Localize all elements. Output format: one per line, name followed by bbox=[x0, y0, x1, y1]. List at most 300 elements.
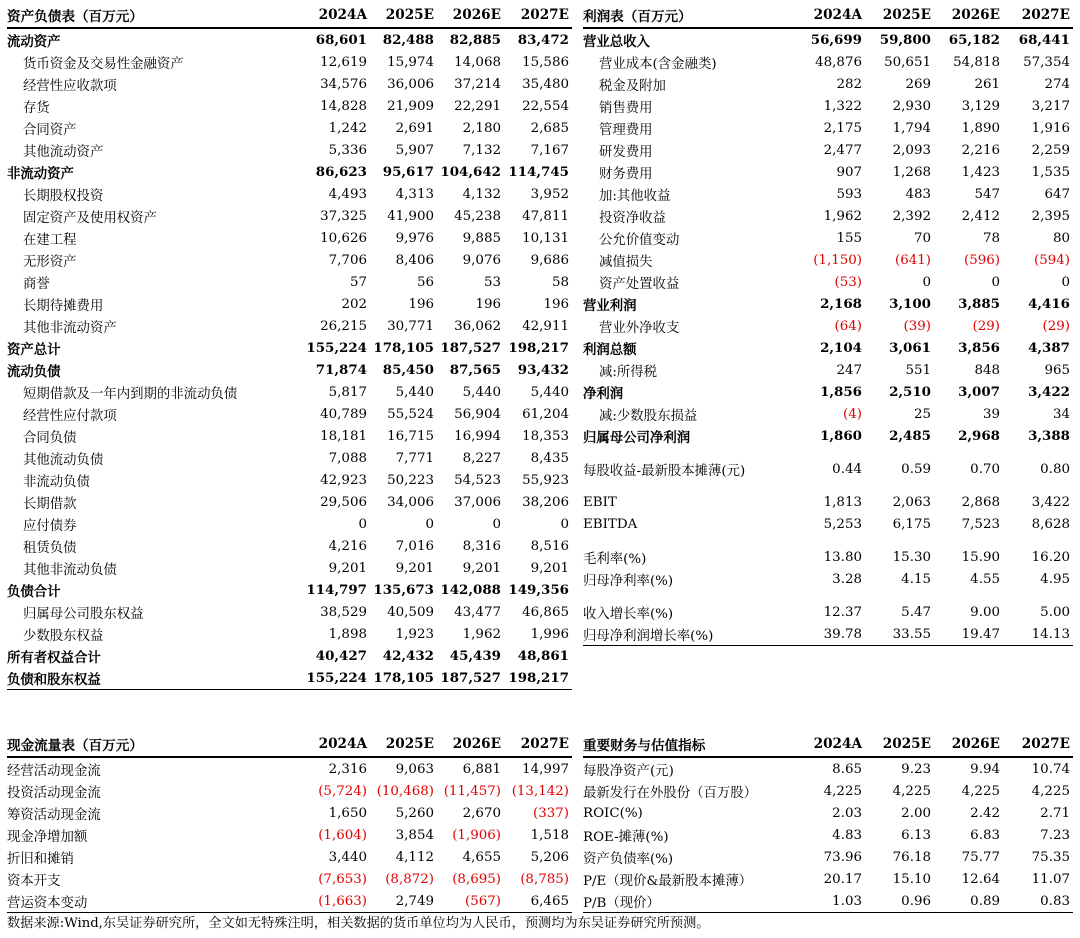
year-header: 2025E bbox=[865, 2, 934, 28]
cell-value: 8,316 bbox=[462, 538, 501, 554]
cell-value: 57,354 bbox=[1023, 54, 1070, 70]
cell-value: 34,006 bbox=[387, 494, 434, 510]
cell-value: 2,093 bbox=[892, 142, 931, 158]
row-label: 资产处置收益 bbox=[599, 276, 680, 292]
row-label: 非流动负债 bbox=[23, 474, 90, 490]
table-row bbox=[7, 491, 572, 513]
cell-value: 4,387 bbox=[1028, 340, 1070, 356]
cell-value: 9,201 bbox=[530, 560, 569, 576]
row-label: 投资活动现金流 bbox=[7, 785, 101, 801]
table-row bbox=[583, 780, 1073, 802]
cell-value: 65,182 bbox=[948, 32, 1000, 48]
row-label: 归属母公司股东权益 bbox=[23, 606, 144, 622]
row-label: 无形资产 bbox=[23, 254, 77, 270]
table-row bbox=[583, 73, 1073, 95]
cell-value: (53) bbox=[834, 274, 862, 290]
table-row bbox=[583, 546, 1073, 568]
row-label: P/E（现价&最新股本摊薄） bbox=[583, 873, 753, 889]
table-row bbox=[583, 491, 1073, 513]
table-row bbox=[7, 117, 572, 139]
row-label: 收入增长率(%) bbox=[583, 606, 674, 622]
cell-value: 61,204 bbox=[522, 406, 569, 422]
table-row bbox=[583, 568, 1073, 590]
cell-value: 5,336 bbox=[328, 142, 367, 158]
cell-value: 155 bbox=[836, 230, 862, 246]
cell-value: 39.78 bbox=[795, 623, 865, 646]
cell-value: 2,063 bbox=[892, 494, 931, 510]
cell-value: 4.95 bbox=[1040, 571, 1070, 587]
table-row bbox=[583, 95, 1073, 117]
cell-value: 15.10 bbox=[892, 871, 931, 887]
table-row bbox=[7, 802, 572, 824]
cell-value: (1,663) bbox=[302, 890, 370, 913]
table-row bbox=[7, 73, 572, 95]
cell-value: 58 bbox=[551, 274, 569, 290]
table-row bbox=[583, 51, 1073, 73]
cell-value: 39 bbox=[982, 406, 1000, 422]
cell-value: 2,691 bbox=[395, 120, 434, 136]
year-header: 2027E bbox=[1003, 2, 1073, 28]
cell-value: 19.47 bbox=[934, 623, 1003, 646]
cell-value: 2,510 bbox=[889, 384, 931, 400]
cell-value: 0 bbox=[425, 516, 434, 532]
cell-value: 142,088 bbox=[440, 582, 501, 598]
cell-value: 4.55 bbox=[970, 571, 1000, 587]
row-label: 营业成本(含金融类) bbox=[599, 56, 717, 72]
cell-value: 5,440 bbox=[395, 384, 434, 400]
cell-value: 4,112 bbox=[395, 849, 434, 865]
table-row bbox=[7, 139, 572, 161]
cell-value: 3,422 bbox=[1031, 494, 1070, 510]
cell-value: 10,626 bbox=[320, 230, 367, 246]
cell-value: 965 bbox=[1044, 362, 1070, 378]
cell-value: (8,785) bbox=[520, 871, 569, 887]
table-row bbox=[583, 161, 1073, 183]
table-row bbox=[7, 51, 572, 73]
cell-value: 68,601 bbox=[315, 32, 367, 48]
cell-value: 178,105 bbox=[370, 667, 437, 690]
cell-value: 2,216 bbox=[961, 142, 1000, 158]
cell-value: 11.07 bbox=[1031, 871, 1070, 887]
cash-flow-table bbox=[7, 731, 572, 913]
cell-value: 483 bbox=[905, 186, 931, 202]
table-row bbox=[583, 623, 1073, 646]
cell-value: 75.35 bbox=[1031, 849, 1070, 865]
row-label: 现金净增加额 bbox=[7, 829, 88, 845]
row-label: 公允价值变动 bbox=[599, 232, 680, 248]
cell-value: 1,242 bbox=[328, 120, 367, 136]
cell-value: (29) bbox=[1042, 318, 1070, 334]
cell-value: 47,811 bbox=[522, 208, 569, 224]
cell-value: 13.80 bbox=[823, 549, 862, 565]
row-label: 在建工程 bbox=[23, 232, 77, 248]
cell-value: 55,923 bbox=[522, 472, 569, 488]
cell-value: 6,881 bbox=[462, 761, 501, 777]
year-header: 2025E bbox=[865, 731, 934, 757]
cell-value: 80 bbox=[1052, 230, 1070, 246]
cell-value: 9.00 bbox=[970, 604, 1000, 620]
table-row bbox=[7, 557, 572, 579]
cell-value: 59,800 bbox=[879, 32, 931, 48]
cell-value: 5,440 bbox=[462, 384, 501, 400]
cell-value: 4,416 bbox=[1028, 296, 1070, 312]
cell-value: 87,565 bbox=[449, 362, 501, 378]
row-label: EBIT bbox=[583, 494, 617, 510]
cell-value: 2,670 bbox=[462, 805, 501, 821]
cell-value: 50,223 bbox=[387, 472, 434, 488]
cell-value: 4,132 bbox=[462, 186, 501, 202]
cell-value: 1,916 bbox=[1031, 120, 1070, 136]
cell-value: 3,061 bbox=[889, 340, 931, 356]
cell-value: 187,527 bbox=[440, 340, 501, 356]
row-label: 资本开支 bbox=[7, 873, 61, 889]
cell-value: 41,900 bbox=[387, 208, 434, 224]
table-row bbox=[7, 161, 572, 183]
row-label: 非流动资产 bbox=[7, 165, 74, 182]
table-row bbox=[583, 293, 1073, 315]
cell-value: 0 bbox=[492, 516, 501, 532]
cell-value: 155,224 bbox=[306, 340, 367, 356]
cell-value: 261 bbox=[974, 76, 1000, 92]
row-label: 经营性应付款项 bbox=[23, 408, 117, 424]
cell-value: 0.59 bbox=[901, 461, 931, 477]
cell-value: 29,506 bbox=[320, 494, 367, 510]
cell-value: 54,818 bbox=[953, 54, 1000, 70]
cell-value: 12.64 bbox=[961, 871, 1000, 887]
cell-value: 15.30 bbox=[892, 549, 931, 565]
cell-value: 14,997 bbox=[522, 761, 569, 777]
table-row bbox=[583, 824, 1073, 846]
cell-value: 8,628 bbox=[1031, 516, 1070, 532]
table-row bbox=[583, 117, 1073, 139]
cell-value: 37,214 bbox=[454, 76, 501, 92]
cell-value: 9,201 bbox=[328, 560, 367, 576]
cell-value: 2,104 bbox=[820, 340, 862, 356]
cell-value: (641) bbox=[894, 252, 931, 268]
cell-value: 0.96 bbox=[865, 890, 934, 913]
cell-value: (11,457) bbox=[443, 783, 501, 799]
cell-value: 6,175 bbox=[892, 516, 931, 532]
cell-value: 0 bbox=[922, 274, 931, 290]
cell-value: 1,813 bbox=[823, 494, 862, 510]
cell-value: (1,150) bbox=[813, 252, 862, 268]
table-row bbox=[7, 227, 572, 249]
table-row bbox=[583, 315, 1073, 337]
row-label: 折旧和摊销 bbox=[7, 851, 74, 867]
row-label: 流动资产 bbox=[7, 33, 61, 50]
cell-value: 57 bbox=[349, 274, 367, 290]
cell-value: 7,771 bbox=[395, 450, 434, 466]
cell-value: 1,268 bbox=[892, 164, 931, 180]
cell-value: 4.15 bbox=[901, 571, 931, 587]
cell-value: 82,488 bbox=[382, 32, 434, 48]
cell-value: 2,749 bbox=[370, 890, 437, 913]
row-label: 合同负债 bbox=[23, 430, 77, 446]
cell-value: 56 bbox=[416, 274, 434, 290]
table-title: 重要财务与估值指标 bbox=[583, 731, 795, 757]
table-title: 利润表（百万元） bbox=[583, 2, 795, 28]
table-row bbox=[583, 890, 1073, 913]
cell-value: 9,885 bbox=[462, 230, 501, 246]
cell-value: 198,217 bbox=[508, 340, 569, 356]
cell-value: 25 bbox=[913, 406, 931, 422]
cell-value: 85,450 bbox=[382, 362, 434, 378]
cell-value: 2.71 bbox=[1040, 805, 1070, 821]
cell-value: 2.00 bbox=[901, 805, 931, 821]
cell-value: 0.70 bbox=[970, 461, 1000, 477]
cell-value: 3,885 bbox=[958, 296, 1000, 312]
row-label: 商誉 bbox=[23, 276, 50, 292]
year-header: 2024A bbox=[795, 731, 865, 757]
cell-value: 155,224 bbox=[302, 667, 370, 690]
cell-value: 21,909 bbox=[387, 98, 434, 114]
cell-value: 3,129 bbox=[961, 98, 1000, 114]
table-row bbox=[7, 271, 572, 293]
row-label: 营业总收入 bbox=[583, 33, 650, 50]
cell-value: 0.44 bbox=[832, 461, 862, 477]
cell-value: 2,180 bbox=[462, 120, 501, 136]
table-row bbox=[583, 359, 1073, 381]
cell-value: 73.96 bbox=[823, 849, 862, 865]
table-row bbox=[583, 139, 1073, 161]
cell-value: 35,480 bbox=[522, 76, 569, 92]
cell-value: 2,168 bbox=[820, 296, 862, 312]
cell-value: 16,715 bbox=[387, 428, 434, 444]
cell-value: 3,422 bbox=[1028, 384, 1070, 400]
cell-value: 178,105 bbox=[373, 340, 434, 356]
cell-value: 5,206 bbox=[530, 849, 569, 865]
cell-value: 4,225 bbox=[892, 783, 931, 799]
table-row bbox=[7, 28, 572, 51]
cell-value: 7,016 bbox=[395, 538, 434, 554]
cell-value: (1,906) bbox=[452, 827, 501, 843]
cell-value: 8,435 bbox=[530, 450, 569, 466]
cell-value: 12.37 bbox=[823, 604, 862, 620]
row-label: 营业利润 bbox=[583, 297, 637, 314]
cell-value: 7,167 bbox=[530, 142, 569, 158]
cell-value: 2,685 bbox=[530, 120, 569, 136]
cell-value: 45,238 bbox=[454, 208, 501, 224]
cell-value: (7,653) bbox=[318, 871, 367, 887]
cell-value: 3,007 bbox=[958, 384, 1000, 400]
table-row bbox=[583, 513, 1073, 535]
table-row bbox=[7, 890, 572, 913]
row-label: 其他非流动资产 bbox=[23, 320, 117, 336]
cell-value: 0 bbox=[358, 516, 367, 532]
cell-value: 1,794 bbox=[892, 120, 931, 136]
row-label: 短期借款及一年内到期的非流动负债 bbox=[23, 386, 238, 402]
table-row bbox=[583, 601, 1073, 623]
cell-value: 86,623 bbox=[315, 164, 367, 180]
cell-value: 3,952 bbox=[530, 186, 569, 202]
cell-value: 202 bbox=[341, 296, 367, 312]
cell-value: 93,432 bbox=[517, 362, 569, 378]
cell-value: 0.83 bbox=[1003, 890, 1073, 913]
cell-value: 48,861 bbox=[517, 648, 569, 664]
table-row bbox=[583, 249, 1073, 271]
table-row bbox=[7, 645, 572, 667]
cell-value: 114,797 bbox=[306, 582, 367, 598]
year-header: 2025E bbox=[370, 731, 437, 757]
row-label: 长期股权投资 bbox=[23, 188, 104, 204]
row-label: EBITDA bbox=[583, 516, 638, 532]
cell-value: 247 bbox=[836, 362, 862, 378]
cell-value: 2.42 bbox=[970, 805, 1000, 821]
table-row bbox=[7, 868, 572, 890]
year-header: 2026E bbox=[437, 2, 504, 28]
table-row bbox=[583, 846, 1073, 868]
cell-value: 0 bbox=[991, 274, 1000, 290]
cell-value: 9.23 bbox=[901, 761, 931, 777]
cell-value: 114,745 bbox=[508, 164, 569, 180]
source-note: 数据来源:Wind,东吴证券研究所，全文如无特殊注明，相关数据的货币单位均为人民币，预测均为东吴证券研究所预测。 bbox=[7, 916, 710, 931]
cell-value: (4) bbox=[843, 406, 862, 422]
cell-value: 647 bbox=[1044, 186, 1070, 202]
cell-value: 3,856 bbox=[958, 340, 1000, 356]
row-label: 经营性应收款项 bbox=[23, 78, 117, 94]
table-row bbox=[7, 183, 572, 205]
cell-value: 9,976 bbox=[395, 230, 434, 246]
cell-value: 42,432 bbox=[382, 648, 434, 664]
table-row bbox=[7, 447, 572, 469]
row-label: 应付债券 bbox=[23, 518, 77, 534]
cell-value: 1,650 bbox=[328, 805, 367, 821]
cell-value: 4,493 bbox=[328, 186, 367, 202]
table-row bbox=[7, 824, 572, 846]
table-row bbox=[583, 205, 1073, 227]
spacer-row bbox=[583, 480, 1073, 491]
cell-value: 18,181 bbox=[320, 428, 367, 444]
cell-value: 1,518 bbox=[530, 827, 569, 843]
cell-value: 6,465 bbox=[504, 890, 572, 913]
row-label: 营运资本变动 bbox=[7, 890, 302, 913]
cell-value: 2,392 bbox=[892, 208, 931, 224]
cell-value: 4,313 bbox=[395, 186, 434, 202]
cell-value: 4.83 bbox=[832, 827, 862, 843]
cell-value: 71,874 bbox=[315, 362, 367, 378]
cell-value: 2.03 bbox=[832, 805, 862, 821]
cell-value: 1,962 bbox=[462, 626, 501, 642]
cell-value: 0 bbox=[560, 516, 569, 532]
table-row bbox=[7, 293, 572, 315]
cell-value: 5,907 bbox=[395, 142, 434, 158]
cell-value: 22,554 bbox=[522, 98, 569, 114]
row-label: 研发费用 bbox=[599, 144, 653, 160]
cell-value: 14,068 bbox=[454, 54, 501, 70]
cell-value: 3,388 bbox=[1028, 428, 1070, 444]
cell-value: 547 bbox=[974, 186, 1000, 202]
cell-value: 7.23 bbox=[1040, 827, 1070, 843]
cell-value: 1,996 bbox=[530, 626, 569, 642]
table-row bbox=[7, 623, 572, 645]
cell-value: 907 bbox=[836, 164, 862, 180]
table-row bbox=[583, 868, 1073, 890]
table-row bbox=[7, 667, 572, 690]
cell-value: (337) bbox=[532, 805, 569, 821]
table-row bbox=[583, 403, 1073, 425]
table-row bbox=[7, 757, 572, 780]
cell-value: 9,076 bbox=[462, 252, 501, 268]
cell-value: 12,619 bbox=[320, 54, 367, 70]
cell-value: 15.90 bbox=[961, 549, 1000, 565]
table-row bbox=[7, 403, 572, 425]
cell-value: 68,441 bbox=[1018, 32, 1070, 48]
cell-value: 9,686 bbox=[530, 252, 569, 268]
cell-value: 3,854 bbox=[395, 827, 434, 843]
cell-value: 3.28 bbox=[832, 571, 862, 587]
cell-value: 34 bbox=[1052, 406, 1070, 422]
cell-value: 20.17 bbox=[823, 871, 862, 887]
cell-value: 2,485 bbox=[889, 428, 931, 444]
cell-value: (8,695) bbox=[452, 871, 501, 887]
table-row bbox=[7, 381, 572, 403]
cell-value: 5,260 bbox=[395, 805, 434, 821]
row-label: 投资净收益 bbox=[599, 210, 666, 226]
cell-value: 4,225 bbox=[1031, 783, 1070, 799]
row-label: 资产总计 bbox=[7, 341, 61, 358]
cell-value: 4,225 bbox=[961, 783, 1000, 799]
year-header: 2027E bbox=[504, 731, 572, 757]
row-label: 资产负债率(%) bbox=[583, 851, 674, 867]
cell-value: (64) bbox=[834, 318, 862, 334]
cell-value: 2,316 bbox=[328, 761, 367, 777]
row-label: 减值损失 bbox=[599, 254, 653, 270]
cell-value: 196 bbox=[543, 296, 569, 312]
cell-value: (5,724) bbox=[318, 783, 367, 799]
table-row bbox=[7, 425, 572, 447]
cell-value: 78 bbox=[982, 230, 1000, 246]
cell-value: 9.94 bbox=[970, 761, 1000, 777]
cell-value: (39) bbox=[903, 318, 931, 334]
cell-value: 282 bbox=[836, 76, 862, 92]
cell-value: 1,322 bbox=[823, 98, 862, 114]
cell-value: 46,865 bbox=[522, 604, 569, 620]
cell-value: 2,930 bbox=[892, 98, 931, 114]
row-label: 财务费用 bbox=[599, 166, 653, 182]
table-row bbox=[7, 359, 572, 381]
cell-value: 5,817 bbox=[328, 384, 367, 400]
cell-value: 8.65 bbox=[832, 761, 862, 777]
cell-value: 1,923 bbox=[395, 626, 434, 642]
cell-value: 3,217 bbox=[1031, 98, 1070, 114]
table-row bbox=[583, 271, 1073, 293]
cell-value: 9,201 bbox=[395, 560, 434, 576]
cell-value: 45,439 bbox=[449, 648, 501, 664]
income-statement-table bbox=[583, 2, 1073, 646]
row-label: 固定资产及使用权资产 bbox=[23, 210, 157, 226]
cell-value: 40,427 bbox=[315, 648, 367, 664]
cell-value: 36,006 bbox=[387, 76, 434, 92]
cell-value: 18,353 bbox=[522, 428, 569, 444]
table-row bbox=[7, 579, 572, 601]
cell-value: 593 bbox=[836, 186, 862, 202]
row-label: 租赁负债 bbox=[23, 540, 77, 556]
cell-value: 6.13 bbox=[901, 827, 931, 843]
cell-value: 4,216 bbox=[328, 538, 367, 554]
cell-value: 1,962 bbox=[823, 208, 862, 224]
cell-value: (1,604) bbox=[318, 827, 367, 843]
cell-value: 14.13 bbox=[1003, 623, 1073, 646]
row-label: 负债和股东权益 bbox=[7, 667, 302, 690]
cell-value: 187,527 bbox=[437, 667, 504, 690]
cell-value: 8,406 bbox=[395, 252, 434, 268]
year-header: 2024A bbox=[302, 2, 370, 28]
cell-value: (596) bbox=[963, 252, 1000, 268]
row-label: 少数股东权益 bbox=[23, 628, 104, 644]
table-row bbox=[7, 315, 572, 337]
row-label: 净利润 bbox=[583, 385, 624, 402]
cell-value: 198,217 bbox=[504, 667, 572, 690]
